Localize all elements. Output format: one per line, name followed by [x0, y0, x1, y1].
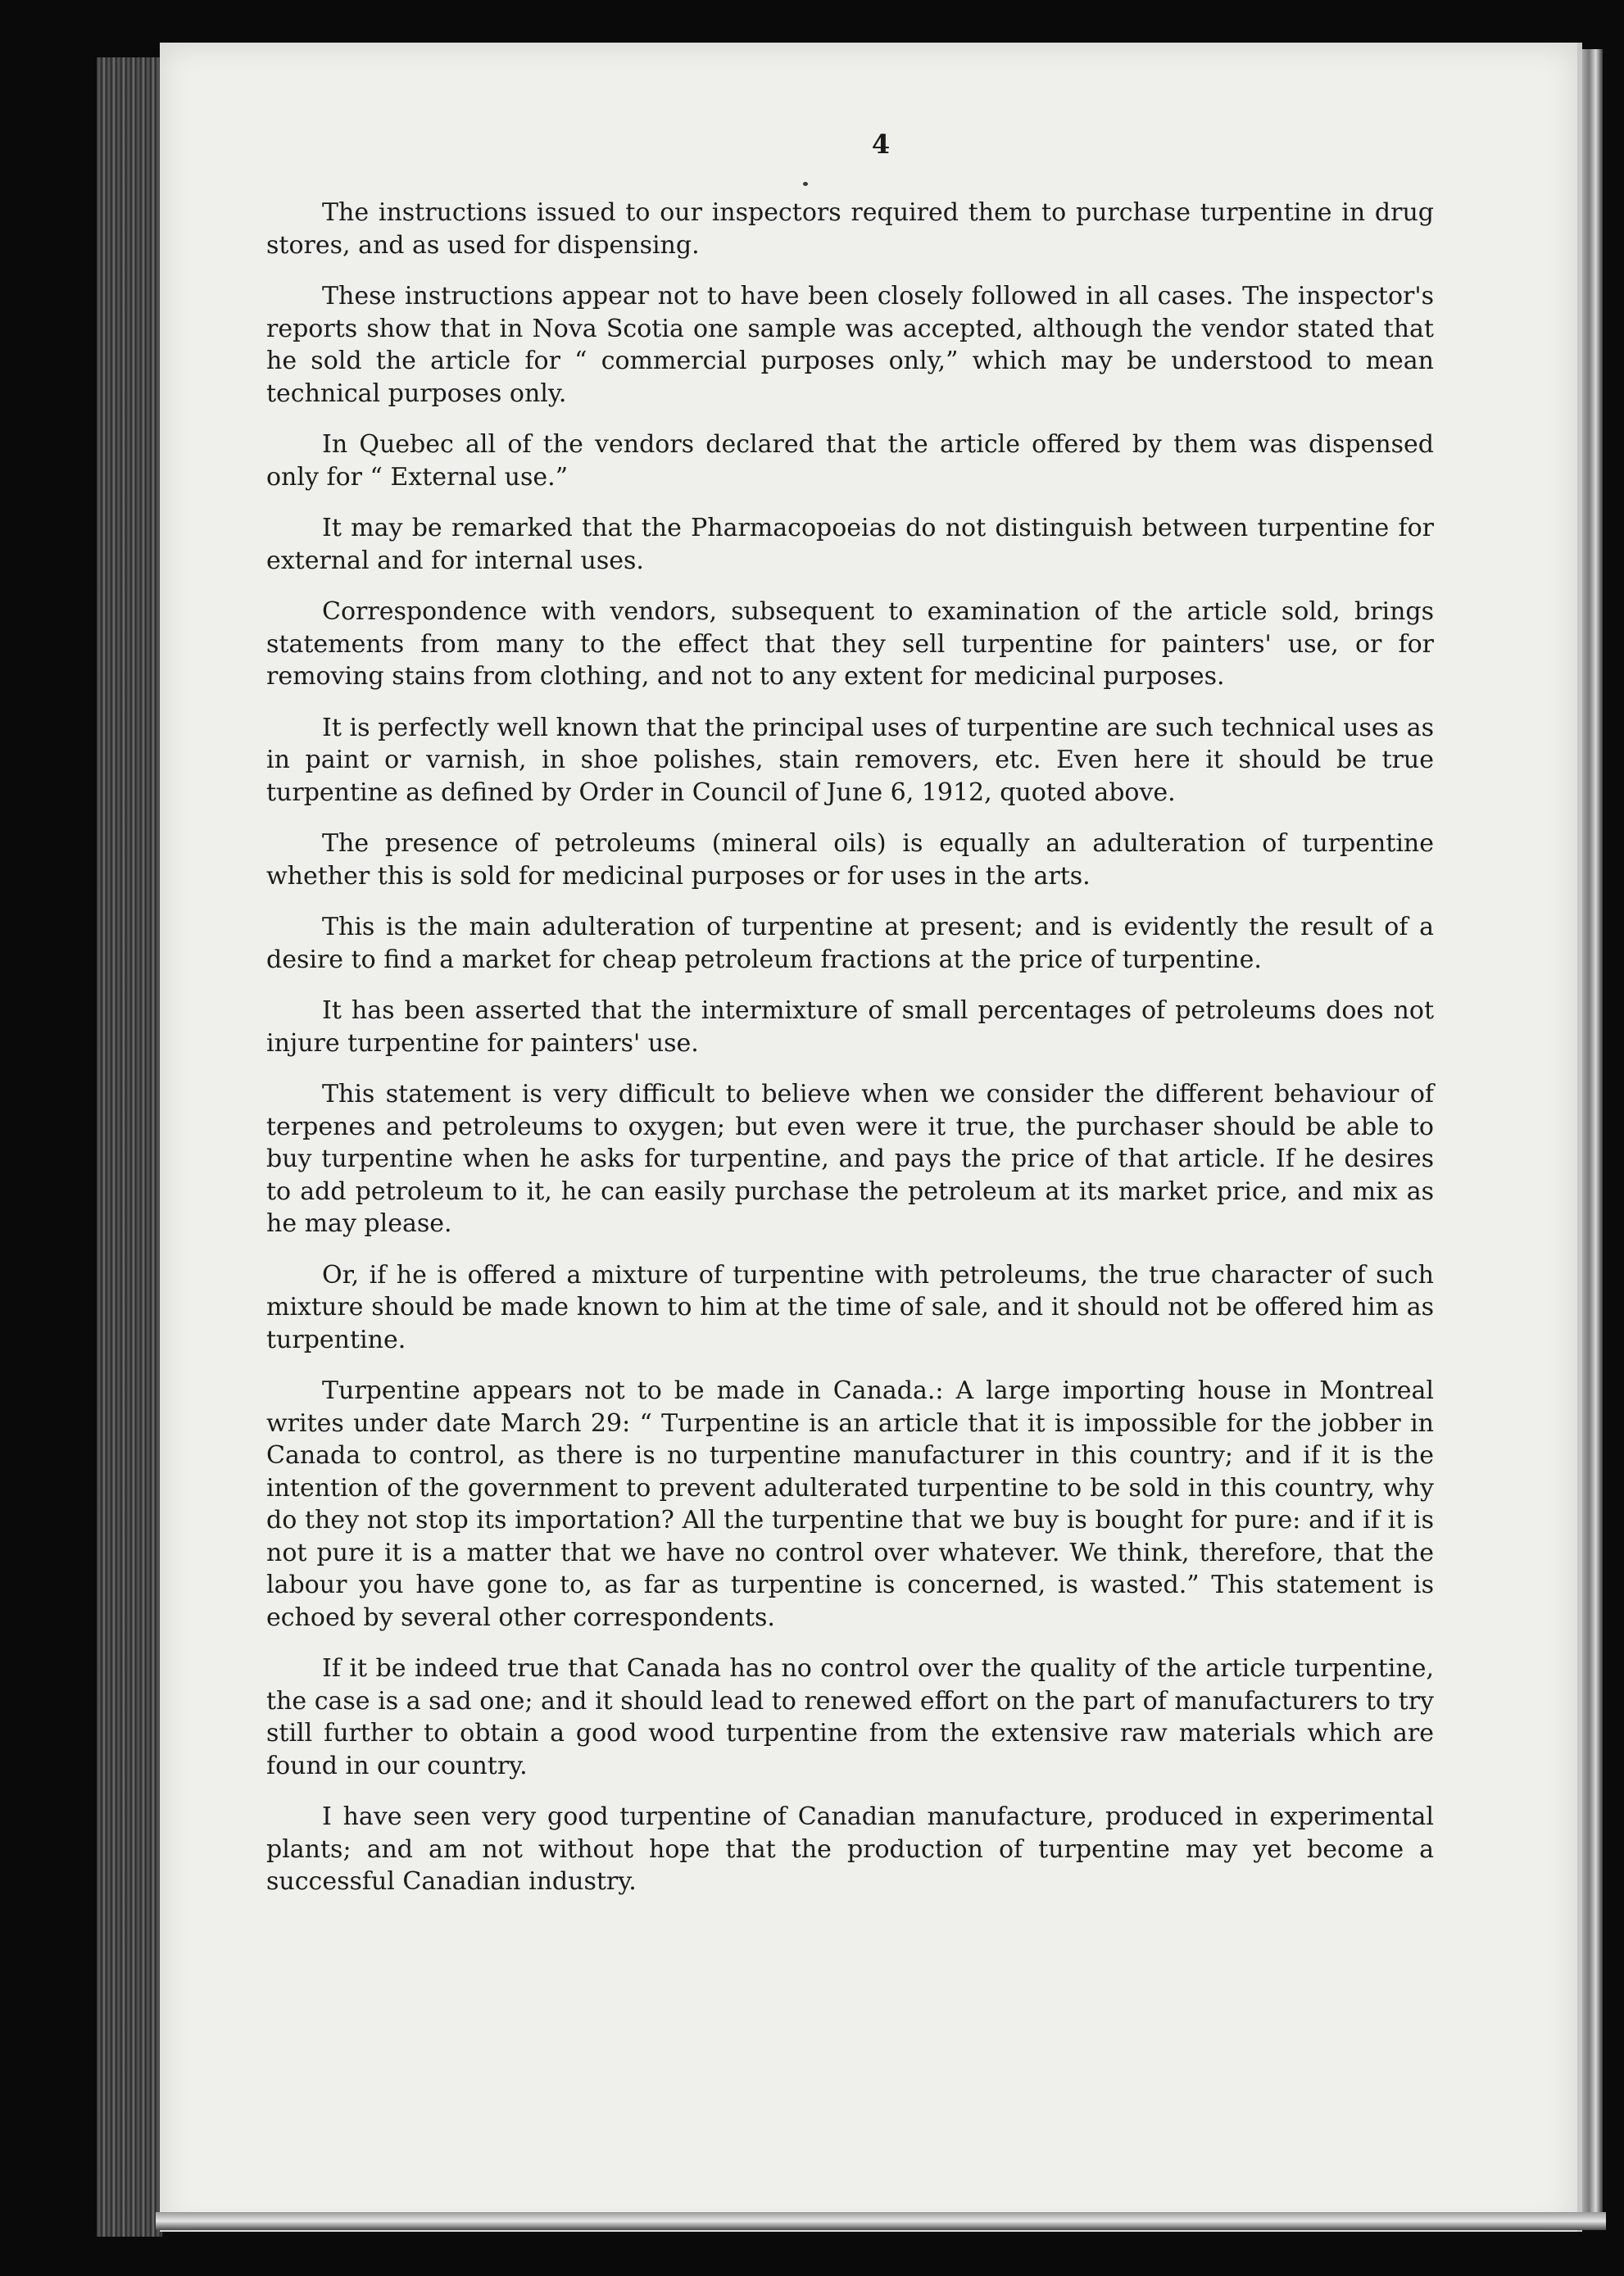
paragraph: It is perfectly well known that the principal uses of turpentine are such technical uses as in paint or varnish, in shoe polishes, stain removers, etc. Even here it should be true turpentine as defined by Order in Council of June 6, 1912, quoted above.	[266, 713, 1434, 807]
page-number: 4	[871, 129, 891, 160]
paragraph: Correspondence with vendors, subsequent to examination of the article sold, brings statements from many to the effect that they sell turpentine for painters' use, or for removing stains from clothing, and not to any extent for medicinal purposes.	[266, 597, 1434, 691]
ink-speck	[803, 182, 808, 186]
body-text	[266, 197, 1434, 1917]
paragraph: Or, if he is offered a mixture of turpentine with petroleums, the true character of such mixture should be made known to him at the time of sale, and it should not be offered him as turpentine.	[266, 1260, 1434, 1354]
book-binding	[97, 57, 162, 2237]
paragraph: If it be indeed true that Canada has no control over the quality of the article turpentine, the case is a sad one; and it should lead to renewed effort on the part of manufacturers to try still further to obtain a good wood turpentine from the extensive raw materials which are found in our country.	[266, 1654, 1434, 1780]
paragraph: The presence of petroleums (mineral oils) is equally an adulteration of turpentine whether this is sold for medicinal purposes or for uses in the arts.	[266, 829, 1434, 891]
paragraph: This is the main adulteration of turpentine at present; and is evidently the result of a desire to find a market for cheap petroleum fractions at the price of turpentine.	[266, 913, 1434, 974]
page-edge-right	[1580, 49, 1603, 2228]
paragraph: This statement is very difficult to believe when we consider the different behaviour of terpenes and petroleums to oxygen; but even were it true, the purchaser should be able to buy turpentine when he asks for turpentine, and pays the price of that article. If he desires to add petroleum to it, he can easily purchase the petroleum at its market price, and mix as he may please.	[266, 1080, 1434, 1238]
paragraph: I have seen very good turpentine of Canadian manufacture, produced in experimental plants; and am not without hope that the production of turpentine may yet become a successful Canadian industry.	[266, 1802, 1434, 1896]
paragraph: Turpentine appears not to be made in Canada.: A large importing house in Montreal writes under date March 29: “ Turpentine is an article that it is impossible for the jobber in Canada to control, as there is no turpentine manufacturer in this country; and if it is the intention of the government to prevent adulterated turpentine to be sold in this country, why do they not stop its importation? All the turpentine that we buy is bought for pure: and if it is not pure it is a matter that we have no control over whatever. We think, therefore, that the labour you have gone to, as far as turpentine is concerned, is wasted.” This statement is echoed by several other correspondents.	[266, 1376, 1434, 1632]
paragraph: It has been asserted that the intermixture of small percentages of petroleums does not injure turpentine for painters' use.	[266, 996, 1434, 1058]
paragraph: It may be remarked that the Pharmacopoeias do not distinguish between turpentine for external and for internal uses.	[266, 514, 1434, 575]
paragraph: These instructions appear not to have been closely followed in all cases. The inspector's reports show that in Nova Scotia one sample was accepted, although the vendor stated that he sold the article for “ commercial purposes only,” which may be understood to mean technical purposes only.	[266, 282, 1434, 408]
page-edge-bottom	[156, 2212, 1606, 2230]
paragraph: The instructions issued to our inspectors required them to purchase turpentine in drug stores, and as used for dispensing.	[266, 198, 1434, 260]
document-page	[160, 43, 1582, 2232]
paragraph: In Quebec all of the vendors declared that the article offered by them was dispensed only for “ External use.”	[266, 430, 1434, 492]
